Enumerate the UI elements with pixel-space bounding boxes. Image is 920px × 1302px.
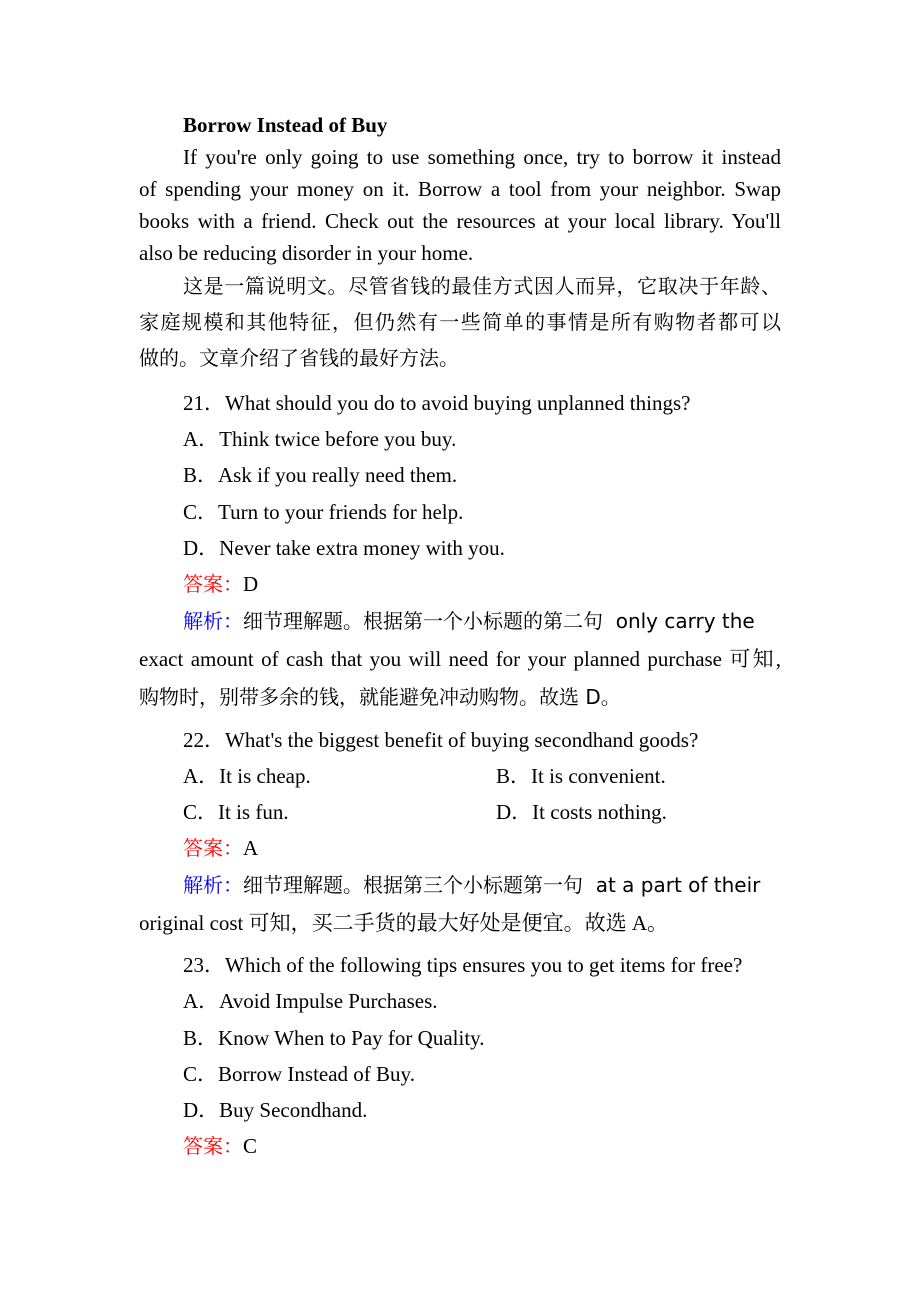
answer-label: 答案： [183,836,243,860]
analysis-line [183,608,781,634]
question-stem: 23．Which of the following tips ensures you to get items for free? [183,953,743,977]
option: C．Borrow Instead of Buy. [183,1062,415,1086]
summary-line: 做的。文章介绍了省钱的最好方法。 [139,346,459,370]
section-heading [183,112,781,138]
option: B．Ask if you really need them. [183,463,458,487]
analysis-label: 解析： [183,609,243,633]
option: B．It is convenient. [496,764,666,788]
summary-line: 这是一篇说明文。尽管省钱的最佳方式因人而异，它取决于年龄、 [183,274,781,298]
option: A．It is cheap. [183,764,311,788]
passage-line: books with a friend. Check out the resources at your local library. You'll [139,209,781,233]
passage-line: of spending your money on it. Borrow a tool from your neighbor. Swap [139,177,781,201]
question-stem: 21．What should you do to avoid buying unplanned things? [183,391,691,415]
heading-text: Borrow Instead of Buy [183,113,388,137]
answer-value: C [243,1134,258,1158]
question-stem: 22．What's the biggest benefit of buying secondhand goods? [183,728,699,752]
option: B．Know When to Pay for Quality. [183,1026,485,1050]
analysis-line: original cost 可知，买二手货的最大好处是便宜。故选 A。 [139,911,669,935]
option: A．Think twice before you buy. [183,427,457,451]
analysis-line [183,872,781,898]
analysis-label: 解析： [183,873,243,897]
summary-line: 家庭规模和其他特征，但仍然有一些简单的事情是所有购物者都可以 [139,310,781,334]
answer-value: D [243,572,259,596]
analysis-text: 细节理解题。根据第一个小标题的第二句 only carry the [243,609,755,633]
analysis-text: 细节理解题。根据第三个小标题第一句 at a part of their [243,873,761,897]
analysis-line: exact amount of cash that you will need for your planned purchase 可知, [139,647,781,671]
answer-line [183,835,781,861]
option: D．Buy Secondhand. [183,1098,368,1122]
answer-label: 答案： [183,572,243,596]
option: D．Never take extra money with you. [183,536,505,560]
option: A．Avoid Impulse Purchases. [183,989,438,1013]
passage-line: also be reducing disorder in your home. [139,241,474,265]
option: C．It is fun. [183,800,289,824]
option-row [183,763,781,789]
answer-line [183,1133,781,1159]
passage-line: If you're only going to use something once, try to borrow it instead [183,145,781,169]
answer-label: 答案： [183,1134,243,1158]
option: C．Turn to your friends for help. [183,500,464,524]
answer-value: A [243,836,259,860]
option: D．It costs nothing. [496,800,667,824]
answer-line [183,571,781,597]
analysis-line: 购物时，别带多余的钱，就能避免冲动购物。故选 D。 [139,685,621,709]
